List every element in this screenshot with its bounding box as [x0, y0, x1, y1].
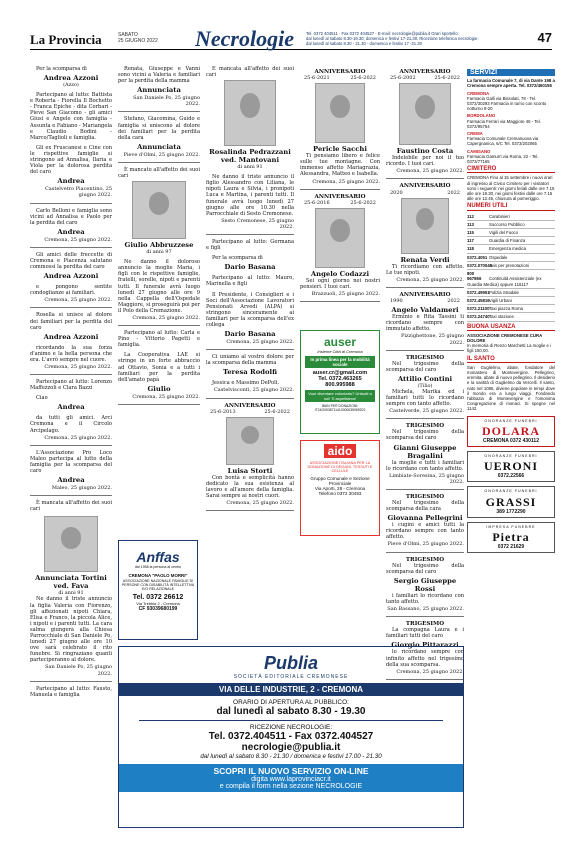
notice-date: Cremona, 25 giugno 2022.: [132, 393, 200, 400]
separator: [30, 445, 112, 446]
phone-number: 0372.24740: [467, 314, 490, 320]
notice-date: Castelverde, 25 giugno 2022.: [389, 408, 464, 415]
donation-title: ASSOCIAZIONE CREMONESE CURA DOLORE: [467, 332, 543, 343]
obituary-notice: [118, 259, 200, 321]
anniversary-dates: [206, 409, 294, 415]
obituary-notice: [300, 69, 380, 185]
newspaper-title: La Provincia: [30, 32, 102, 47]
trigesimo-label: TRIGESIMO: [405, 493, 445, 500]
trigesimo-label: TRIGESIMO: [405, 621, 445, 628]
obituary-notice: [30, 145, 112, 199]
phone-number: 0372.4051: [467, 254, 488, 260]
notice-text: Michela, Marika ed i familiari tutti lo ricordano sempre con tanto affetto.: [386, 388, 464, 408]
phone-label: Taxi stazione: [489, 314, 514, 320]
pharmacy-city: BORDOLANO: [467, 113, 496, 119]
trigesimo-label: TRIGESIMO: [405, 423, 445, 430]
section-header-numeri-utili: NUMERI UTILI: [467, 204, 555, 210]
funeral-home-phone: 0372 21629: [497, 543, 525, 550]
notice-text: Ti pensiamo libero e felice sulle tue montagne. Con immenso affetto Mariagrazia, Alessandra, Matteo e Isabella.: [300, 153, 380, 178]
column-2: [118, 66, 200, 600]
funeral-home-name: GRASSI: [485, 494, 537, 509]
deceased-name: Andrea: [57, 403, 85, 412]
notice-text: Erminio e Rita Tassini ti ricordano sempre con immutato affetto.: [386, 314, 464, 333]
obituary-notice: [30, 66, 112, 88]
notice-text: Partecipano al lutto: Fausto, Manuela e famiglia: [30, 685, 112, 698]
date-to: 25-6-2022: [350, 199, 376, 206]
deceased-name: Rosalinda Pedrazzani ved. Mantovani: [209, 148, 291, 165]
notice-text: i cugini e amici tutti la ricordano sempre con tanto affetto.: [386, 522, 464, 541]
pharmacy-city: CAMISANO: [467, 148, 491, 154]
funeral-home-ad: [467, 486, 555, 517]
contact-info: Tel. 0372 404511 · Fax 0372 404527 · E-mail: necrologie@publia.it Orari sportello: dal lunedì al sabato 8.30-19.30; domenica e festivi 17-21.30. Ricezione telefonica necrologie: dal lunedì al sabato 8.30 - 21.30 - domenica e festivi 17 -21.30: [306, 31, 479, 46]
obituary-notice: [386, 183, 464, 282]
portrait-photo: [399, 83, 451, 145]
deceased-name: Andrea Azzoni: [43, 332, 99, 341]
date-from: 25-6-2002: [390, 75, 416, 82]
portrait-photo: [44, 516, 98, 572]
notice-text: Nel trigesimo della scomparsa del caro: [386, 360, 464, 373]
obituary-notice: [300, 194, 380, 297]
phone-label: Polizia Stradale: [489, 289, 519, 295]
obituary-notice: [30, 516, 112, 676]
phone-label: Soccorso Pubblico: [489, 221, 525, 227]
name-subtitle: (Azzo): [63, 82, 79, 89]
notice-text: La compagna Laura e i familiari tutti del caro: [386, 627, 464, 640]
funeral-home-ad: [467, 451, 555, 482]
obituary-notice: [118, 66, 200, 107]
notice-text: Indelebile per noi il tuo ricordo. I tuoi cari.: [386, 155, 464, 168]
obituary-notice: [206, 403, 294, 507]
notice-text: La Cooperativa LAE si stringe in un forte abbraccio ad Ottavio, Sonia e a tutti i familiari per la perdita dell'amato papà: [118, 352, 200, 383]
phone-number: 0372.21100: [467, 306, 490, 312]
separator: [386, 418, 464, 419]
separator: [30, 374, 112, 375]
notice-text: Nel trigesimo della scomparsa del caro: [386, 562, 464, 575]
useful-number-row: [467, 245, 555, 253]
notice-text: Sei ogni giorno nei nostri pensieri. I tuoi cari.: [300, 277, 380, 290]
obituary-notice: [30, 379, 112, 391]
notice-text: Ci uniamo al vostro dolore per la scomparsa della mamma: [206, 354, 294, 367]
portrait-photo: [224, 80, 276, 146]
notice-text: Gli amici delle freccette di Cremona e Piacenza salutano commossi la perdita del caro: [30, 251, 112, 271]
anffas-ad: Anffas dal 1958 la persona al centro CREMONA "PAOLO MORRI" ASSOCIAZIONE NAZIONALE FAMIGLIE DI PERSONE CON DISABILITÀ INTELLETTIVA E/O RELAZIONALE Tel. 0372 26612 Via Trebbia 2 - Cremona CF 93039680199: [118, 540, 198, 640]
page-number: 47: [537, 30, 552, 45]
phone-label: Vigili Urbani: [489, 297, 512, 303]
notice-date: Pieve d'Olmi, 25 giugno 2022.: [123, 151, 200, 158]
obituary-notice: [30, 92, 112, 141]
notice-date: Castelvisconti, 25 giugno 2022.: [213, 387, 294, 394]
funeral-home-name: DOLARA: [481, 423, 540, 438]
phone-number: 0372.45816: [467, 297, 490, 303]
useful-number-row: [467, 229, 555, 237]
separator: [206, 510, 294, 511]
notice-text: Ti ricordiamo con affetto. Le tue nipoti.: [386, 263, 464, 276]
name-subtitle: di anni 91: [58, 590, 84, 597]
obituary-notice: [206, 354, 294, 376]
deceased-name: Sergio Giuseppe Rossi: [393, 576, 457, 593]
notice-date: San Daniele Po, 25 giugno 2022.: [45, 664, 112, 677]
obituary-notice: [206, 255, 294, 271]
notice-text: Stefano, Giacomina, Guido e famiglia si uniscono al dolore dei familiari per la perdita della cara: [118, 116, 200, 141]
date-from: 1990: [390, 298, 403, 305]
section-header-servizi: SERVIZI: [467, 69, 555, 76]
notice-text: Renata, Giuseppe e Vanni sono vicini a Valeria e familiari per la perdita della mamma: [118, 66, 200, 85]
notice-date: Cremona, 25 giugno 2022.: [396, 668, 464, 675]
portrait-photo: [315, 208, 365, 268]
notice-date: Cremona, 25 giugno 2022.: [44, 297, 112, 304]
anniversary-label: ANNIVERSARIO: [224, 402, 276, 409]
separator: [206, 398, 294, 399]
anniversary-label: ANNIVERSARIO: [399, 183, 451, 190]
notice-text: ricordando la sua forza d'animo e la bella persona che era. L'avrò sempre nel cuore.: [30, 344, 112, 363]
notice-date: Cremona, 25 giugno 2022.: [226, 500, 294, 507]
obituary-notice: [386, 292, 464, 346]
date-from: 2020: [390, 189, 403, 196]
notice-text: Partecipano al lutto: Battista e Roberta - Fiorella Il Bochetto - Franca Epiche - dita Corbari - Pieve San Giacomo - gli amici Giusi e Angelo con famiglia - Assunta e Fabiano - Mariangela e Claudio Bodini - Marco/Taglioli e famiglia.: [30, 92, 112, 141]
notice-date: Cremona, 25 giugno 2022.: [396, 276, 464, 283]
notice-date: Brazzuoli, 25 giugno 2022.: [311, 291, 380, 298]
obituary-notice: [206, 239, 294, 251]
funeral-home-phone: CREMONA 0372 430112: [483, 437, 539, 444]
separator: [118, 404, 200, 405]
publia-ad: Publia SOCIETÀ EDITORIALE CREMONESE VIA DELLE INDUSTRIE, 2 - CREMONA ORARIO DI APERTURA AL PUBBLICO: dal lunedì al sabato 8.30 - 19.30 RICEZIONE NECROLOGIE: Tel. 0372.404511 - Fax 0372.404527 necrologie@publia.it dal lunedì al sabato 8.30 - 21.30 / domenica e festivi 17.00 - 21.30 SCOPRI IL NUOVO SERVIZIO ON-LINE digita www.laprovinciacr.it e compila il form nella sezione NECROLOGIE: [118, 646, 464, 828]
deceased-name: Angelo Valdameri: [391, 306, 459, 315]
obituary-notice: [386, 355, 464, 415]
notice-date: Cremona, 25 giugno 2022.: [396, 168, 464, 175]
notice-text: Ne danno il triste annuncio la figlia Valeria con Fiorenzo, gli affezionati nipoti Chiara, Elisa e Franco, la piccola Alice, i nipoti e i parenti tutti. La cara salma giungerà alla Chiesa Parrocchiale di San Daniele Po, lunedì 27 giugno alle ore 10 ove sarà celebrato il rito funebre. Si ringraziano quanti parteciperanno al dolore.: [30, 596, 112, 664]
separator: [206, 234, 294, 235]
trigesimo-label: TRIGESIMO: [405, 354, 445, 361]
deceased-name: Giulio Abbruzzese: [124, 241, 194, 250]
deceased-name: Gianni Giuseppe Bragalini: [393, 443, 457, 460]
obituary-notice: [206, 174, 294, 230]
pharmacy-entry: [467, 131, 555, 147]
notice-text: Carlo Belloni e famiglia sono vicini ad Annalisa e Paolo per la perdita del caro: [30, 207, 112, 226]
notice-text: Per la scomparsa di: [36, 66, 87, 72]
obituary-notice: [118, 167, 200, 255]
phone-label: Avis per prenotazioni: [489, 262, 530, 268]
deceased-name: Annunciata: [137, 86, 181, 95]
deceased-name: Faustino Costa: [396, 147, 454, 156]
obituary-notice: [386, 557, 464, 613]
name-subtitle: di anni 91: [237, 164, 263, 171]
notice-date: Limbiate-Soresina, 25 giugno 2022.: [389, 472, 464, 485]
funeral-home-type: ONORANZE FUNEBRI: [484, 418, 538, 423]
date-to: 25-6-2022: [264, 408, 290, 415]
obituary-notice: [386, 423, 464, 485]
funeral-home-type: IMPRESA FUNEBRE: [486, 524, 536, 529]
phone-number: 115: [467, 230, 474, 236]
name-subtitle: (Tilio): [417, 382, 433, 389]
obituary-notice: [30, 208, 112, 243]
notice-date: Cremona, 25 giugno 2022.: [312, 178, 380, 185]
obituary-notice: [30, 450, 112, 491]
deceased-name: Angelo Codazzi: [310, 269, 370, 278]
notice-text: Gli ex Fruscanesi e Cine con le rispettive famiglie si stringono ad Annalisa, Ilaria e Viola per la dolorosa perdita del caro: [30, 144, 112, 176]
obituary-notice: [30, 284, 112, 303]
deceased-name: Giovanna Pellegrini: [387, 514, 463, 523]
deceased-name: Annunciata: [137, 142, 181, 151]
anniversary-label: ANNIVERSARIO: [314, 193, 366, 200]
notice-text: Ciao: [36, 395, 48, 402]
notice-text: Partecipano al lutto: Lorenzo Maffezzoli e Clara Bazzi: [30, 379, 112, 392]
useful-number-row: [467, 270, 555, 289]
phone-number: 113: [467, 221, 474, 227]
phone-number: 0372.49951: [467, 289, 490, 295]
funeral-home-type: ONORANZE FUNEBRI: [484, 453, 538, 458]
deceased-name: Andrea: [57, 227, 85, 236]
obituary-notice: [30, 345, 112, 370]
notice-text: Partecipano al lutto: Mauro, Marinella e figli: [206, 275, 294, 288]
notice-date: Cremona, 25 giugno 2022.: [132, 314, 200, 321]
notice-text: È mancato all'affetto dei suoi cari: [118, 166, 200, 180]
aido-ad: aido ASSOCIAZIONE ITALIANA PER LA DONAZIONE DI ORGANI, TESSUTI E CELLULE Gruppo Comunale e Sezione Provinciale Via Aporti, 28 - Cremona Telefono 0372 30493: [300, 440, 380, 536]
funeral-home-name: UERONI: [483, 459, 538, 474]
notice-text: Con bontà e semplicità hanno dedicato la sua esistenza al lavoro e all'amore della famiglia. Sarai sempre ai nostri cuori.: [206, 474, 294, 499]
portrait-photo: [401, 198, 449, 254]
separator: [118, 111, 200, 112]
pharmacy-text: Farmacia Comunale Cremanuova via Capergnanica, 6/C Tel. 0373/202065: [467, 136, 539, 147]
sidebar: [467, 66, 555, 553]
obituary-notice: [118, 352, 200, 400]
section-header-buona-usanza: BUONA USANZA: [467, 325, 555, 331]
auser-logo: auser: [323, 335, 357, 349]
separator: [386, 616, 464, 617]
section-title: Necrologie: [195, 26, 294, 51]
date-from: 25-6-2016: [304, 199, 330, 206]
notice-text: e pongono sentite condoglianze ai familiari.: [30, 284, 112, 297]
separator: [30, 681, 112, 682]
section-header-santo: IL SANTO: [467, 357, 555, 363]
phone-number: 112: [467, 213, 474, 219]
donation-text: In memoria di Renzo Marchetti La moglie e i figli 150,00.: [467, 343, 552, 354]
phone-number: 118: [467, 246, 474, 252]
obituary-notice: [118, 116, 200, 157]
notice-date: Castelvetro Piacentino, 25 giugno 2022.: [44, 186, 112, 199]
notice-text: la moglie e tutti i familiari lo ricordano con tanto affetto.: [386, 459, 464, 472]
obituary-notice: [206, 66, 294, 170]
useful-number-row: [467, 305, 555, 313]
phone-label: Vigili del Fuoco: [489, 230, 519, 236]
notice-text: Rosella si unisce al dolore dei familiari per la perdita del caro: [30, 312, 112, 331]
notice-date: Cremona, 25 giugno 2022.: [44, 434, 112, 441]
date-to: 25-6-2022: [350, 75, 376, 82]
deceased-name: Andrea Azzoni: [43, 272, 99, 281]
notice-text: Ne danno il doloroso annuncio la moglie Maria, i figli con le rispettive famiglie, fratelli, sorelle, nipoti e parenti tutti. Il funerale avrà luogo lunedì 27 giugno alle ore 9 nella Cappella dell'Ospedale Maggiore, si proseguirà poi per il Polo della Cremazione.: [118, 259, 200, 314]
obituary-notice: [206, 275, 294, 287]
anniversary-dates: [386, 190, 464, 196]
deceased-name: Attilio Contini: [397, 374, 453, 383]
obituary-notice: [30, 500, 112, 512]
notice-text: i familiari lo ricordano con tanto affetto.: [386, 592, 464, 605]
phone-label: Guardia di Finanza: [489, 238, 526, 244]
separator: [118, 325, 200, 326]
notice-text: da tutti gli amici. Arci Cremona e il Circolo Arcipelago.: [30, 415, 112, 434]
separator: [386, 489, 464, 490]
notice-text: Nel trigesimo della scomparsa del caro: [386, 429, 464, 442]
auser-ad: auser Insieme Città di Cremona In prima linea per la mobilità sociale auser.cr@gmail.com Tel. 0372.463265 800.995988 Vuoi diventare volontario? Unisciti a noi! Ti aspettiamo! IBAN PER DONAZIONI: IT24O0538711410000035069202: [300, 330, 380, 434]
pharmacy-text: Farmacia Ferrari via Maggiore 46 - Tel. 0372/95754: [467, 118, 541, 129]
notice-date: San Bassano, 25 giugno 2022.: [387, 606, 464, 613]
notice-date: Sesto Cremonese, 25 giugno 2022.: [221, 217, 294, 230]
funeral-home-ad: [467, 522, 555, 553]
notice-text: Nel trigesimo della scomparsa della cara: [386, 500, 464, 513]
column-3: [206, 66, 294, 646]
deceased-name: Giulio: [147, 384, 171, 393]
useful-number-row: [467, 221, 555, 229]
saint-text: San Guglielmo, abate, fondatore del monastero di Montevergine. Pellegrino, eremita, abate di nuovo pellegrino. Il desiderio e la santità di Guglielmo da Vercelli. Il santo, nato nel 1085, diviene popolare in tempi dove il mondo era a lungo viaggi. Fondando l'abbazia di Montevergine e l'omonima Congregazione di monaci. Si spegne nel 1142.: [467, 364, 555, 412]
date-from: 25-6-2013: [210, 408, 236, 415]
separator: [386, 350, 464, 351]
useful-number-row: [467, 254, 555, 262]
separator: [30, 203, 112, 204]
anniversary-dates: [386, 298, 464, 304]
date-to: 2022: [447, 298, 460, 305]
anniversary-dates: [300, 75, 380, 81]
deceased-name: Annunciata Tortini ved. Fava: [35, 574, 107, 591]
separator: [118, 162, 200, 163]
obituary-notice: [30, 415, 112, 440]
useful-number-row: [467, 297, 555, 305]
obituary-notice: [206, 380, 294, 393]
pharmacy-entry: [467, 91, 555, 112]
obituary-notice: [386, 69, 464, 174]
phone-number: 0372.070040: [467, 262, 493, 268]
useful-number-row: [467, 237, 555, 245]
notice-text: Il Presidente, i Consiglieri e i Soci dell'Associazione Lavoratori Pensionati Arvedi (ALPA) si stringono sinceramente ai familiari per la scomparsa dell'ex collega: [206, 291, 294, 328]
notice-date: Maleo, 25 giugno 2022.: [51, 485, 112, 492]
obituary-notice: [206, 292, 294, 346]
portrait-photo: [226, 417, 274, 465]
notice-date: Pizzighettone, 25 giugno 2022.: [400, 333, 464, 346]
separator: [300, 301, 380, 302]
issue-date: SABATO 25 GIUGNO 2022: [118, 32, 158, 44]
pharmacy-intro: La farmacia Comunale 7, di via Dante 198 a Cremona sempre aperta. Tel. 0372/460155: [467, 78, 555, 89]
phone-label: Carabinieri: [489, 213, 510, 219]
pharmacy-entry: [467, 113, 555, 129]
phone-label: Taxi piazza Roma: [489, 306, 523, 312]
funeral-home-ad: [467, 416, 555, 447]
portrait-photo: [315, 83, 365, 143]
date-to: 2022: [447, 189, 460, 196]
trigesimo-label: TRIGESIMO: [405, 556, 445, 563]
notice-text: Per la scomparsa di: [212, 255, 263, 262]
deceased-name: Andrea: [57, 177, 85, 186]
pharmacy-entry: [467, 149, 555, 165]
obituary-notice: [118, 330, 200, 348]
anniversary-dates: [386, 75, 464, 81]
deceased-name: Renata Verdi: [400, 255, 450, 264]
anffas-logo: Anffas: [136, 549, 180, 565]
deceased-name: Teresa Rodolfi: [222, 368, 278, 377]
deceased-name: Giorgio Pittarazzi: [391, 641, 459, 650]
column-1: [30, 66, 112, 842]
date-to: 25-6-2022: [434, 75, 460, 82]
separator: [386, 287, 464, 288]
useful-number-row: [467, 262, 555, 270]
phone-label: Ospedale: [489, 254, 508, 260]
notice-text: È mancata all'affetto dei suoi cari: [206, 66, 294, 79]
funeral-home-phone: 0372.22566: [497, 473, 525, 480]
section-header-cimitero: CIMITERO: [467, 167, 555, 173]
notice-date: Cremona, 25 giugno 2022.: [44, 364, 112, 370]
date-from: 25-6-2021: [304, 75, 330, 82]
separator: [30, 247, 112, 248]
phone-number: 117: [467, 238, 474, 244]
separator: [300, 189, 380, 190]
cemetery-text: CREMONA Fino al 15 settembre i nuovi orari di ingresso al Civico Cimitero per i visitatori sono i seguenti: nei giorni feriali dalle ore 7.15 alle ore 18.30, nei giorni festivi dalle ore 7.15 alle ore 12.45, chiusura al pomeriggio.: [467, 175, 555, 202]
notice-text: Ne danno il triste annuncio il figlio Alessandro con Liliana, le nipoti Laura e Silvia, i pronipoti Luca e Martina, i parenti tutti. Il funerale avrà luogo lunedì 27 giugno alle ore 10.30 nella Parrocchiale di Sesto Cremonese.: [206, 174, 294, 217]
notice-text: È mancata all'affetto dei suoi cari: [30, 500, 112, 513]
notice-text: Partecipano al lutto: Carla e Pino - Vittorio Pagetti e famiglia.: [118, 330, 200, 349]
notice-date: San Daniele Po, 25 giugno 2022.: [133, 95, 200, 108]
obituary-notice: [30, 395, 112, 411]
notice-date: Pieve d'Olmi, 25 giugno 2022.: [387, 541, 464, 548]
aido-logo: aido: [324, 444, 356, 458]
funeral-home-name: Pietra: [492, 529, 530, 544]
pharmacy-text: Farmacia Galli via Bissolati, 78 - Tel. 0372/30293 Farmacia in turno con sconto notturno 8-20: [467, 95, 547, 112]
anniversary-dates: [300, 200, 380, 206]
separator: [386, 178, 464, 179]
obituary-notice: [30, 252, 112, 280]
anniversary-label: ANNIVERSARIO: [399, 69, 451, 75]
phone-number: 800 567866: [467, 271, 482, 282]
notice-text: L'Associazione Pro Loco Maleo partecipa al lutto della famiglia per la scomparsa del caro: [30, 449, 112, 475]
separator: [386, 552, 464, 553]
deceased-name: Luisa Storti: [227, 466, 273, 475]
publia-logo: Publia: [263, 653, 318, 673]
funeral-home-phone: 389 1772290: [496, 508, 526, 515]
notice-text: Jessica e Massimo DePoli.: [212, 380, 279, 387]
notice-date: Cremona, 25 giugno 2022.: [44, 236, 112, 243]
page-header: [30, 28, 552, 50]
obituary-notice: [386, 494, 464, 548]
useful-number-row: [467, 213, 555, 221]
funeral-home-type: ONORANZE FUNEBRI: [484, 489, 538, 494]
obituary-notice: [30, 312, 112, 340]
pharmacy-text: Farmacia Gamurri via Roma, 22 - Tel. 0373/77165: [467, 153, 539, 165]
useful-number-row: [467, 313, 555, 321]
obituary-notice: [30, 686, 112, 698]
deceased-name: Andrea: [57, 476, 85, 485]
phone-label: Continuità Assistenziale (ex Guardia Medica) oppure 116117: [467, 276, 542, 287]
portrait-photo: [132, 181, 186, 239]
deceased-name: Dario Basana: [224, 330, 276, 339]
pharmacy-city: CREMA: [467, 131, 483, 137]
anniversary-label: ANNIVERSARIO: [314, 69, 366, 75]
deceased-name: Dario Basana: [224, 263, 276, 272]
deceased-name: Pericle Sacchi: [313, 145, 367, 154]
name-subtitle: di anni 97: [146, 249, 172, 256]
notice-date: Cremona, 25 giugno 2022.: [226, 339, 294, 346]
anniversary-label: ANNIVERSARIO: [399, 291, 451, 298]
separator: [30, 495, 112, 496]
separator: [30, 307, 112, 308]
useful-number-row: [467, 289, 555, 297]
separator: [206, 349, 294, 350]
notice-text: Partecipano al lutto: Germana e figli: [206, 239, 294, 252]
deceased-name: Andrea Azzoni: [43, 74, 99, 83]
notice-text: lo ricordano sempre con infinito affetto nel trigesimo della sua scomparsa.: [386, 649, 464, 668]
phone-label: Emergenza medica: [489, 246, 527, 252]
pharmacy-city: CREMONA: [467, 90, 490, 96]
